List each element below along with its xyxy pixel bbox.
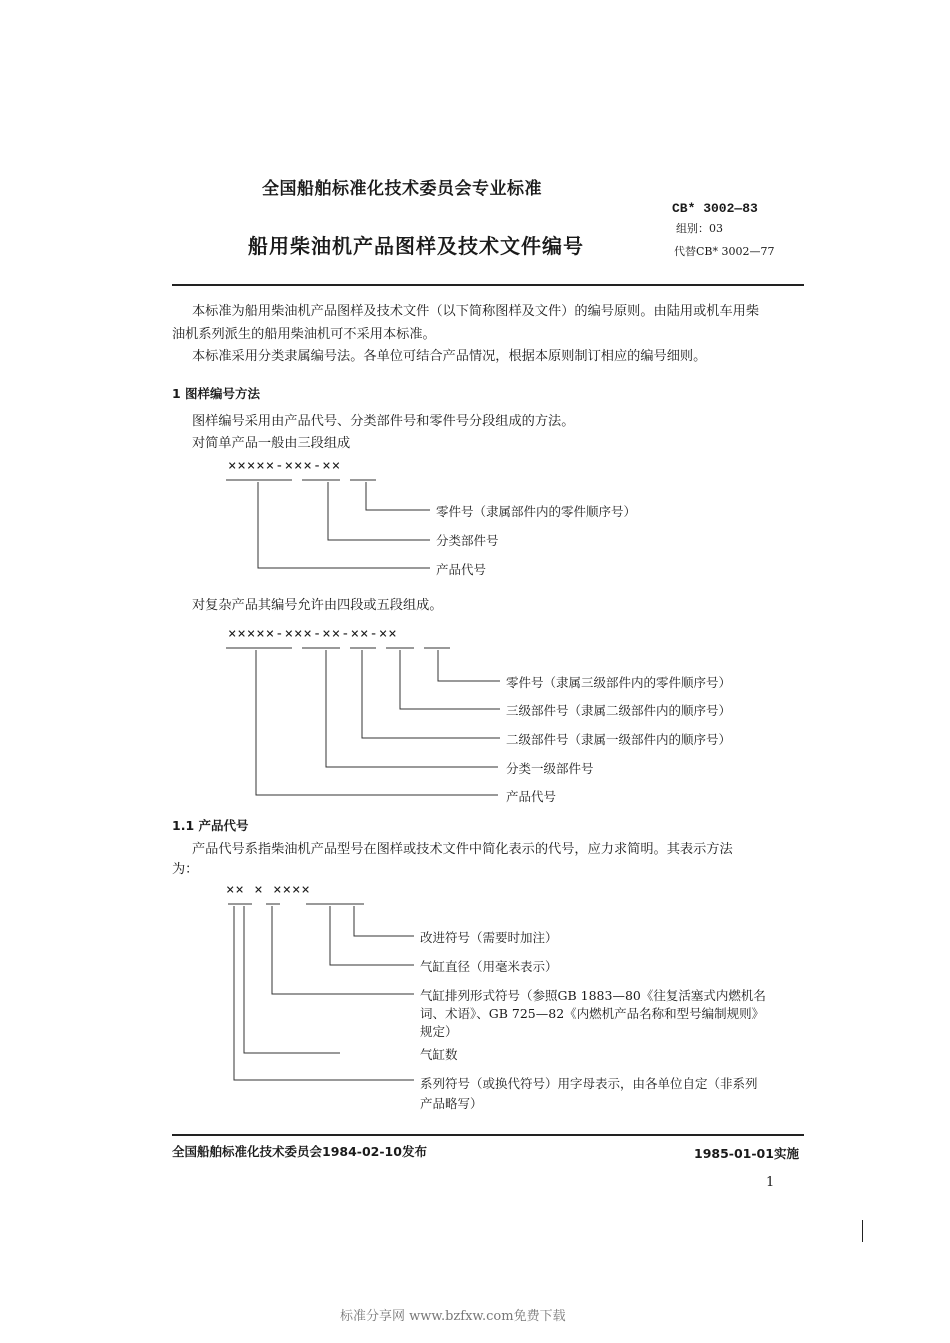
label-series-symbol: 系列符号（或换代符号）用字母表示，由各单位自定（非系列 xyxy=(420,1076,758,1091)
section-1-1-line-2: 为： xyxy=(172,862,199,877)
watermark-text: 标准分享网 www.bzfxw.com免费下载 xyxy=(340,1309,566,1324)
label-series-symbol-cont: 产品略写） xyxy=(420,1096,483,1111)
complex-label-level2-number: 二级部件号（隶属一级部件内的顺序号） xyxy=(506,732,732,747)
label-cylinder-arrangement-end: 规定） xyxy=(420,1024,458,1039)
simple-label-product-code: 产品代号 xyxy=(436,562,487,577)
complex-label-part-number: 零件号（隶属三级部件内的零件顺序号） xyxy=(506,675,732,690)
issuing-organization: 全国船舶标准化技术委员会专业标准 xyxy=(262,179,542,199)
simple-label-part-number: 零件号（隶属部件内的零件顺序号） xyxy=(436,504,637,519)
standard-code: CB* 3002—83 xyxy=(672,201,758,216)
replaces-standard: 代替CB* 3002—77 xyxy=(674,245,775,258)
simple-number-pattern: ×××××-×××-×× xyxy=(228,458,342,474)
label-cylinder-arrangement-cont: 词、术语》、GB 725—82《内燃机产品名称和型号编制规则》 xyxy=(420,1006,765,1021)
section-1-heading: 1 图样编号方法 xyxy=(172,386,261,401)
intro-line-1: 本标准为船用柴油机产品图样及技术文件（以下简称图样及文件）的编号原则。由陆用或机车用柴 xyxy=(192,304,760,319)
label-cylinder-diameter: 气缸直径（用毫米表示） xyxy=(420,959,558,974)
section-1-1-line-1: 产品代号系指柴油机产品型号在图样或技术文件中简化表示的代号，应力求简明。其表示方法 xyxy=(192,842,733,857)
label-cylinder-arrangement: 气缸排列形式符号（参照GB 1883—80《往复活塞式内燃机名 xyxy=(420,988,766,1003)
simple-product-intro: 对简单产品一般由三段组成 xyxy=(192,436,351,451)
footer-divider xyxy=(172,1134,804,1136)
complex-label-level1-number: 分类一级部件号 xyxy=(506,761,594,776)
issue-date: 全国船舶标准化技术委员会1984-02-10发布 xyxy=(172,1144,427,1159)
complex-label-level3-number: 三级部件号（隶属二级部件内的顺序号） xyxy=(506,703,732,718)
complex-label-product-code: 产品代号 xyxy=(506,789,557,804)
label-improvement-symbol: 改进符号（需要时加注） xyxy=(420,930,558,945)
intro-paragraph-2: 本标准采用分类隶属编号法。各单位可结合产品情况，根据本原则制订相应的编号细则。 xyxy=(192,349,707,364)
section-1-1-heading: 1.1 产品代号 xyxy=(172,818,249,833)
effective-date: 1985-01-01实施 xyxy=(694,1146,799,1161)
complex-number-pattern: ×××××-×××-××-××-×× xyxy=(228,626,398,642)
group-number: 组别：03 xyxy=(676,222,723,235)
document-title: 船用柴油机产品图样及技术文件编号 xyxy=(248,234,584,258)
intro-line-2: 油机系列派生的船用柴油机可不采用本标准。 xyxy=(172,327,436,342)
margin-mark xyxy=(862,1220,863,1242)
label-cylinder-count: 气缸数 xyxy=(420,1047,458,1062)
product-code-pattern: ×× × ×××× xyxy=(226,882,311,898)
section-1-paragraph: 图样编号采用由产品代号、分类部件号和零件号分段组成的方法。 xyxy=(192,414,575,429)
simple-label-category-number: 分类部件号 xyxy=(436,533,499,548)
page-number: 1 xyxy=(766,1175,775,1190)
complex-product-intro: 对复杂产品其编号允许由四段或五段组成。 xyxy=(192,598,443,613)
